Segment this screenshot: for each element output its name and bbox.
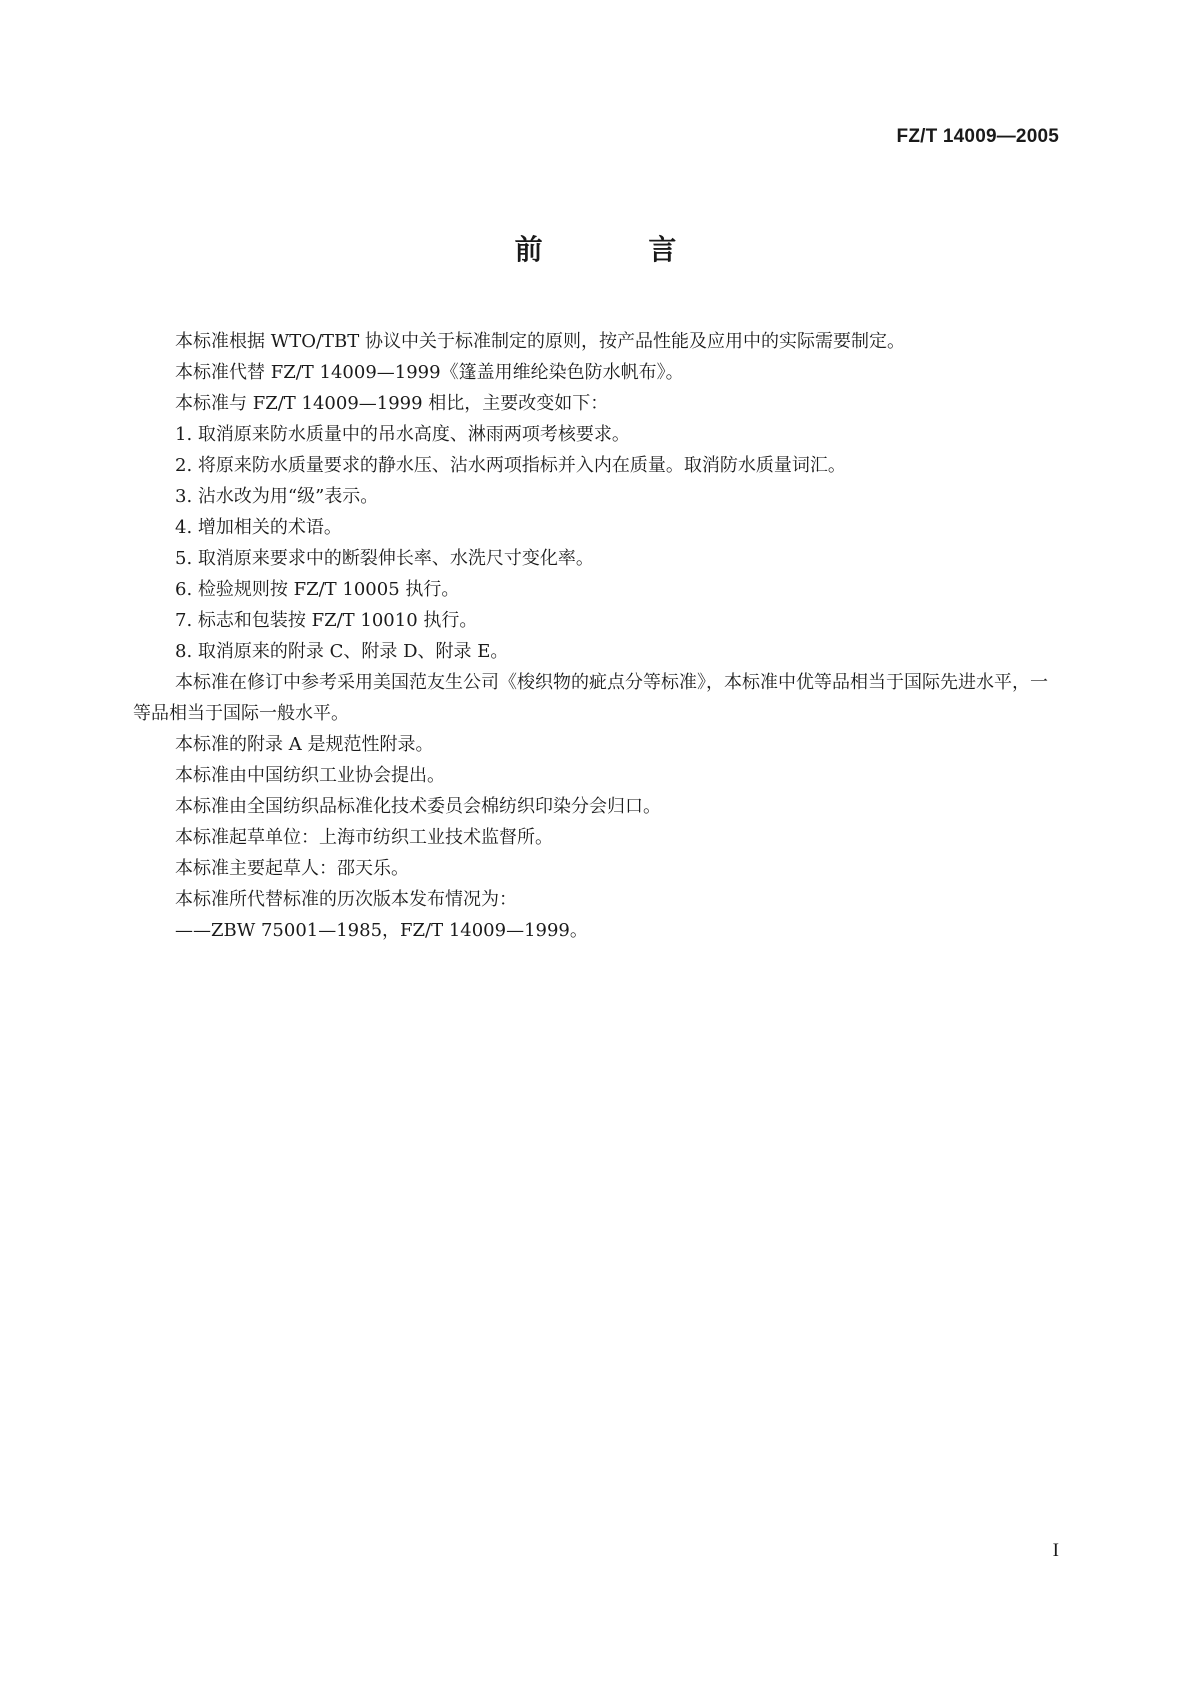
paragraph: 本标准根据 WTO/TBT 协议中关于标准制定的原则，按产品性能及应用中的实际需要制定。 xyxy=(175,331,906,352)
page-number: I xyxy=(1052,1540,1059,1561)
list-item: 1. 取消原来防水质量中的吊水高度、淋雨两项考核要求。 xyxy=(175,424,630,445)
paragraph: 本标准在修订中参考采用美国范友生公司《梭织物的疵点分等标准》，本标准中优等品相当于国际先进水平，一等品相当于国际一般水平。 xyxy=(133,672,1048,724)
list-item: 7. 标志和包装按 FZ/T 10010 执行。 xyxy=(175,610,478,631)
list-item: 2. 将原来防水质量要求的静水压、沾水两项指标并入内在质量。取消防水质量词汇。 xyxy=(175,455,846,476)
list-item: 5. 取消原来要求中的断裂伸长率、水洗尺寸变化率。 xyxy=(175,548,594,569)
list-item: ——ZBW 75001—1985，FZ/T 14009—1999。 xyxy=(175,920,588,941)
page-title: 前 言 xyxy=(514,233,725,266)
list-item: 6. 检验规则按 FZ/T 10005 执行。 xyxy=(175,579,460,600)
paragraph: 本标准由全国纺织品标准化技术委员会棉纺织印染分会归口。 xyxy=(175,796,661,817)
paragraph: 本标准由中国纺织工业协会提出。 xyxy=(175,765,445,786)
paragraph: 本标准主要起草人：邵天乐。 xyxy=(175,858,409,879)
list-item: 8. 取消原来的附录 C、附录 D、附录 E。 xyxy=(175,641,509,662)
paragraph: 本标准与 FZ/T 14009—1999 相比，主要改变如下： xyxy=(175,393,609,414)
paragraph: 本标准起草单位：上海市纺织工业技术监督所。 xyxy=(175,827,553,848)
paragraph: 本标准的附录 A 是规范性附录。 xyxy=(175,734,434,755)
paragraph: 本标准代替 FZ/T 14009—1999《篷盖用维纶染色防水帆布》。 xyxy=(175,362,684,383)
foreword-body xyxy=(133,326,1058,946)
standard-code: FZ/T 14009—2005 xyxy=(896,126,1059,147)
list-item: 4. 增加相关的术语。 xyxy=(175,517,342,538)
paragraph: 本标准所代替标准的历次版本发布情况为： xyxy=(175,889,517,910)
list-item: 3. 沾水改为用“级”表示。 xyxy=(175,486,379,507)
